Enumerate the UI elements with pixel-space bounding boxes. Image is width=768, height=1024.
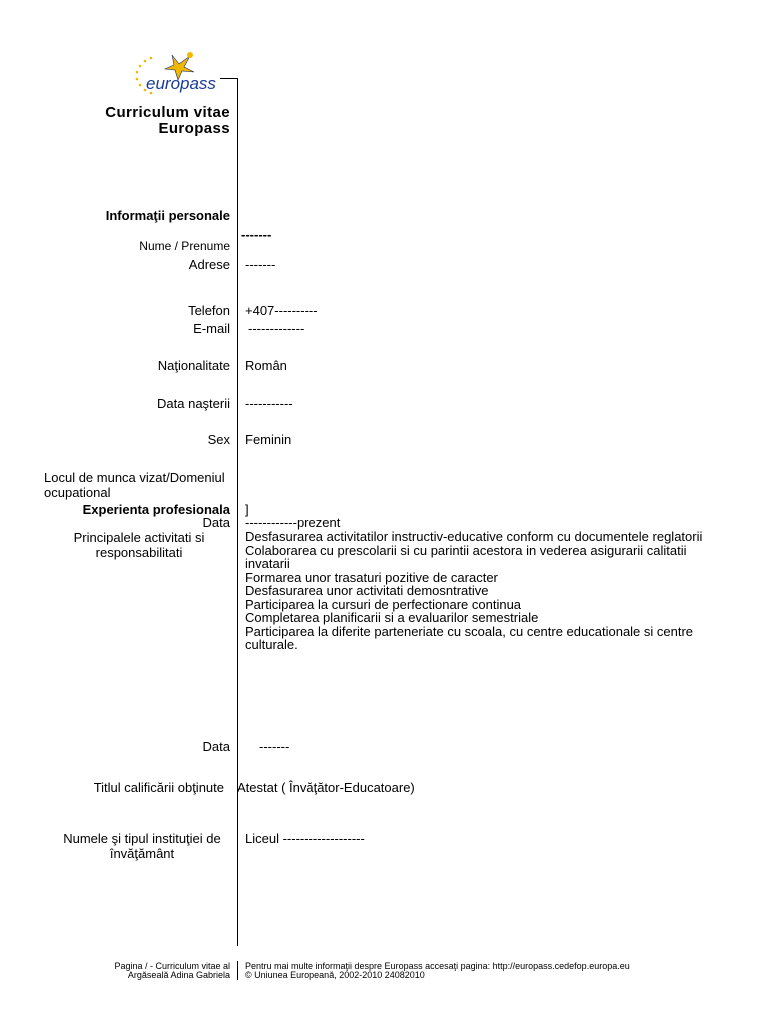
activity-item: Participarea la cursuri de perfectionare continua	[245, 596, 522, 612]
activity-item: Formarea unor trasaturi pozitive de caracter	[245, 569, 498, 585]
name-label: Nume / Prenume	[139, 239, 230, 253]
qualification-value: Atestat ( Învăţător-Educatoare)	[237, 780, 415, 795]
footer-right-line1: Pentru mai multe informaţii despre Europass accesaţi pagina: http://europass.cedefop.europa.eu	[245, 961, 630, 971]
birth-value: -----------	[245, 396, 293, 411]
sex-label: Sex	[207, 432, 230, 447]
institution-label	[50, 831, 234, 861]
activity-item: Desfasurarea activitatilor instructiv-educative conform cu documentele reglatorii	[245, 529, 703, 544]
footer-left-line1: Pagina / - Curriculum vitae al	[114, 961, 230, 971]
address-value: -------	[245, 257, 276, 272]
experience-date-label: Data	[202, 515, 230, 530]
page-title	[10, 105, 230, 137]
activity-item: Completarea planificarii si a evaluarilor semestriale	[245, 610, 539, 625]
footer-left	[10, 962, 230, 980]
name-value: -------	[241, 227, 272, 242]
email-label: E-mail	[193, 321, 230, 336]
phone-label: Telefon	[188, 303, 230, 318]
phone-value: +407----------	[245, 303, 318, 318]
job-label-line1: Locul de munca vizat/Domeniul	[44, 470, 225, 485]
footer-right-line2: © Uniunea Europeană, 2002-2010 24082010	[245, 970, 425, 980]
institution-label-line1: Numele şi tipul instituţiei de	[63, 831, 221, 846]
institution-value: Liceul -------------------	[245, 831, 365, 846]
column-divider	[237, 78, 238, 946]
email-value: -------------	[248, 321, 305, 336]
nationality-label: Naţionalitate	[157, 358, 230, 373]
europass-wordmark	[146, 74, 216, 94]
activity-item: Colaborarea cu prescolarii si cu parintii acestora in vederea asigurarii calitatii	[245, 542, 687, 558]
experience-section-heading: Experienta profesionala	[82, 502, 230, 517]
activity-item: culturale.	[245, 637, 298, 652]
title-line2: Europass	[158, 120, 230, 137]
institution-label-line2: învăţământ	[109, 846, 175, 861]
address-label: Adrese	[188, 257, 230, 272]
experience-section-value: ]	[245, 502, 249, 517]
qualification-label: Titlul calificării obţinute	[93, 780, 224, 795]
activities-label-line2: responsabilitati	[95, 545, 183, 560]
footer-divider	[237, 961, 238, 980]
footer-right	[245, 962, 745, 980]
job-label	[44, 470, 234, 500]
logo-text: europass	[146, 74, 216, 93]
experience-date-value: ------------prezent	[245, 515, 341, 530]
activities-label-line1: Principalele activitati si	[73, 530, 205, 545]
education-date-value: -------	[259, 739, 290, 754]
footer-left-line2: Argăseală Adina Gabriela	[127, 970, 230, 980]
activities-label	[44, 530, 234, 560]
sex-value: Feminin	[245, 432, 292, 447]
job-label-line2: ocupational	[44, 485, 111, 500]
activity-item: Desfasurarea unor activitati demosntrative	[245, 583, 489, 598]
divider-top-tick	[220, 78, 238, 79]
activities-list	[245, 530, 745, 652]
nationality-value: Român	[245, 358, 287, 373]
personal-section-heading: Informaţii personale	[105, 208, 230, 223]
birth-label: Data naşterii	[157, 396, 230, 411]
title-line1: Curriculum vitae	[105, 104, 230, 121]
activity-item: invatarii	[245, 556, 290, 571]
education-date-label: Data	[202, 739, 230, 754]
activity-item: Participarea la diferite parteneriate cu scoala, cu centre educationale si centre	[245, 623, 694, 639]
